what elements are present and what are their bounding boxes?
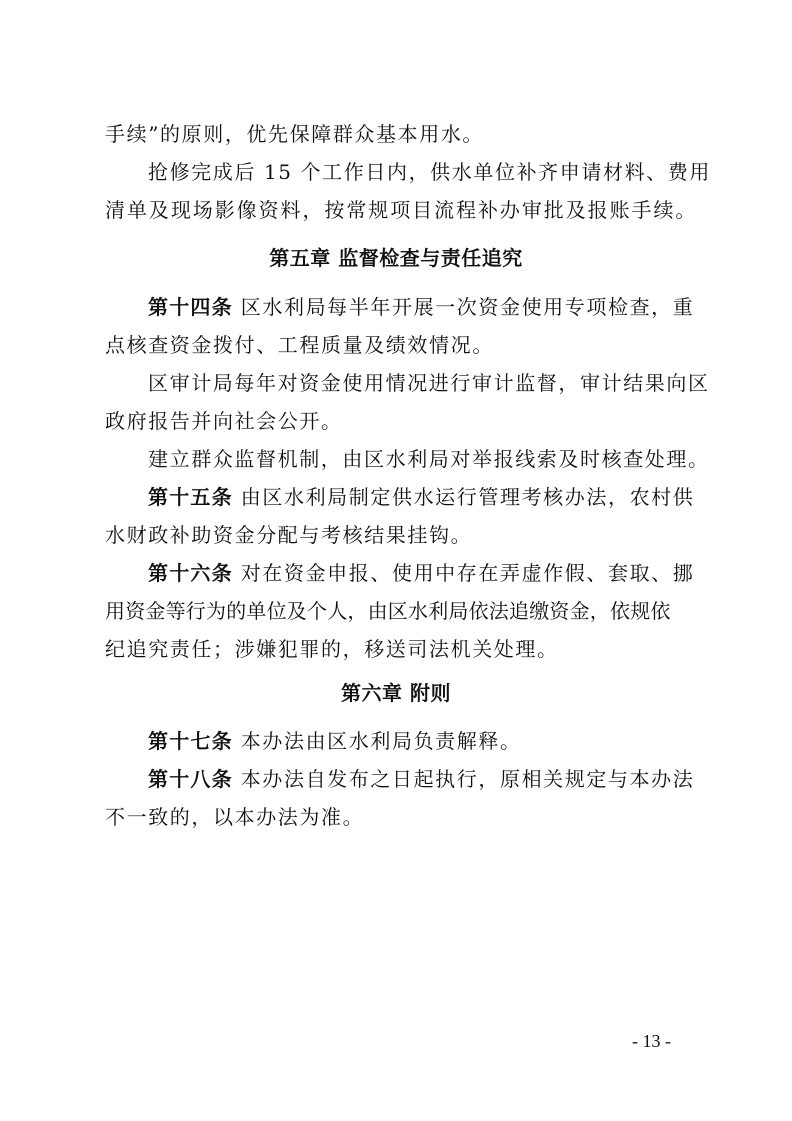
- paragraph-line: 建立群众监督机制，由区水利局对举报线索及时核查处理。: [148, 447, 710, 471]
- paragraph-line: 纪追究责任；涉嫌犯罪的，移送司法机关处理。: [105, 637, 559, 661]
- paragraph-line: 区审计局每年对资金使用情况进行审计监督，审计结果向区: [148, 371, 710, 395]
- article-16-line: [148, 559, 697, 587]
- paragraph-line: 水财政补助资金分配与考核结果挂钩。: [105, 523, 473, 547]
- article-18-line: [148, 765, 697, 793]
- paragraph-line: 手续”的原则，优先保障群众基本用水。: [105, 122, 485, 146]
- article-text: 本办法由区水利局负责解释。: [240, 729, 522, 753]
- chapter-heading: 第五章 监督检查与责任追究: [269, 246, 523, 270]
- chapter-heading: 第六章 附则: [341, 681, 451, 705]
- article-label: 第十四条: [148, 295, 233, 319]
- article-text: 由区水利局制定供水运行管理考核办法，农村供: [240, 485, 695, 509]
- paragraph-line: 点核查资金拨付、工程质量及绩效情况。: [105, 333, 494, 357]
- paragraph-line: 清单及现场影像资料，按常规项目流程补办审批及报账手续。: [105, 198, 697, 222]
- article-text: 对在资金申报、使用中存在弄虚作假、套取、挪: [240, 561, 695, 585]
- article-label: 第十五条: [148, 485, 233, 509]
- article-text: 区水利局每半年开展一次资金使用专项检查，重: [240, 295, 695, 319]
- paragraph-line: 政府报告并向社会公开。: [105, 409, 343, 433]
- page-number: - 13 -: [632, 1031, 671, 1051]
- article-label: 第十六条: [148, 561, 233, 585]
- paragraph-line: 用资金等行为的单位及个人，由区水利局依法追缴资金，依规依: [105, 599, 671, 623]
- article-label: 第十七条: [148, 729, 233, 753]
- article-14-line: [148, 293, 697, 321]
- paragraph-line: 抢修完成后 15 个工作日内，供水单位补齐申请材料、费用: [148, 160, 711, 184]
- paragraph-line: 不一致的，以本办法为准。: [105, 805, 365, 829]
- article-15-line: [148, 483, 697, 511]
- article-17-line: [148, 727, 697, 755]
- article-label: 第十八条: [148, 767, 233, 791]
- article-text: 本办法自发布之日起执行，原相关规定与本办法: [240, 767, 695, 791]
